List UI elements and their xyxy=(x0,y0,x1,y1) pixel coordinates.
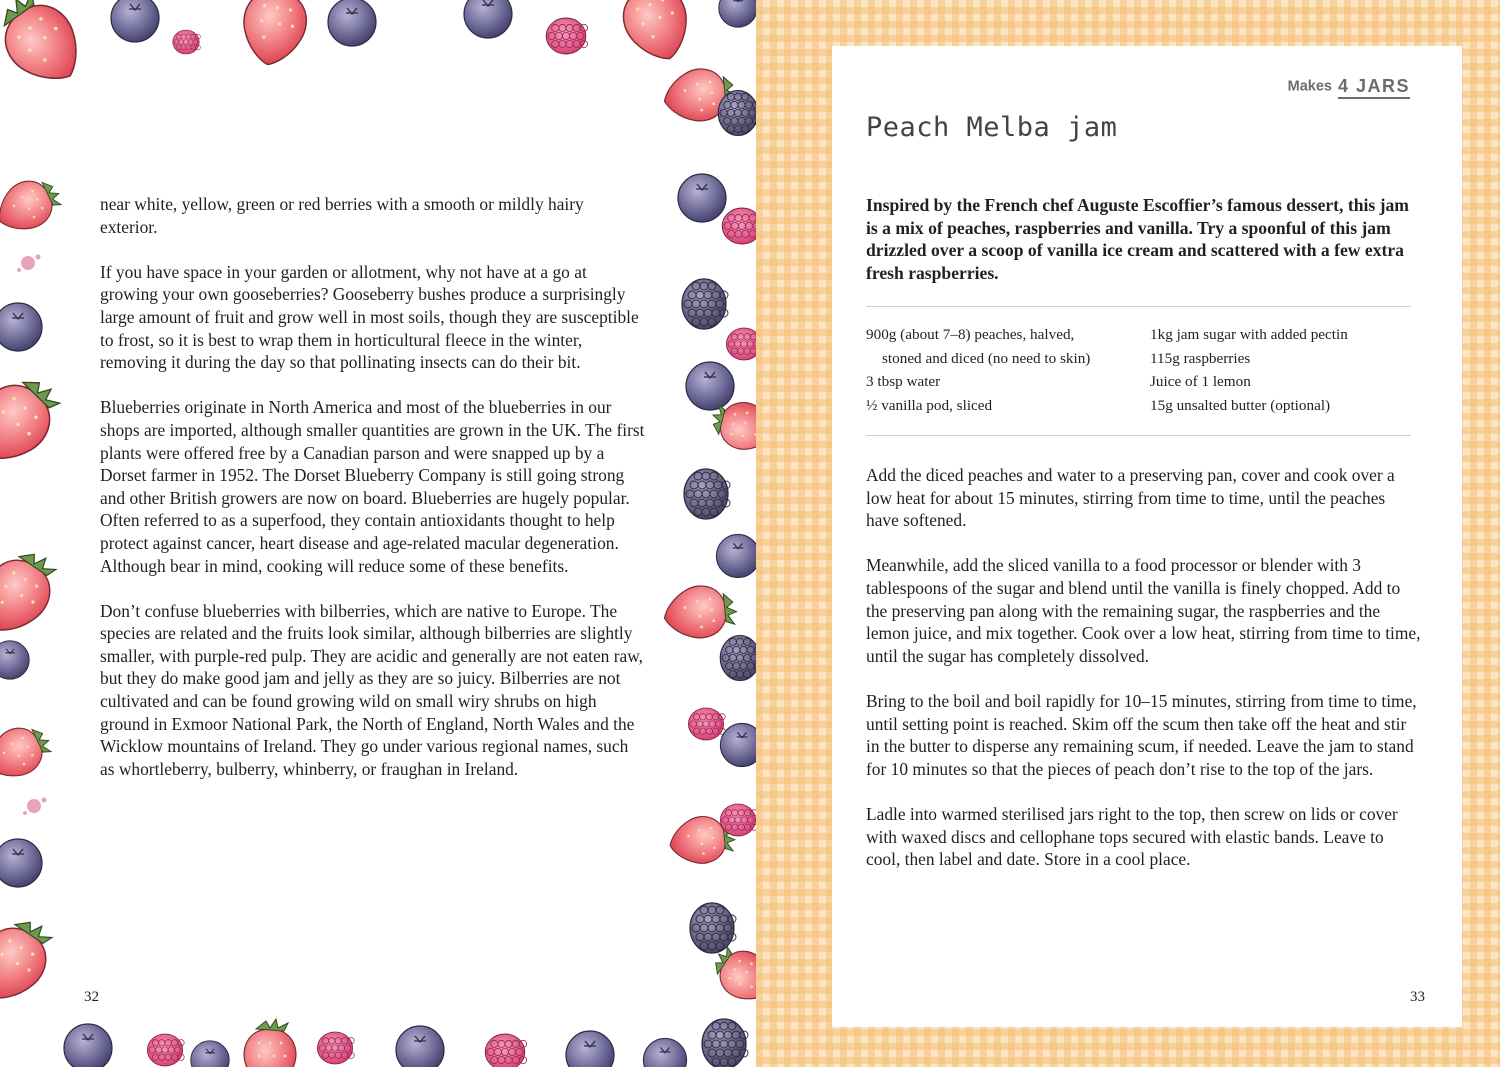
page-number-left: 32 xyxy=(84,989,99,1005)
method xyxy=(866,464,1421,893)
blackberry-illustration xyxy=(720,636,756,681)
body-paragraph-4: Don’t confuse blueberries with bilberries, which are native to Europe. The species are related and the fruits look similar, although bilberries are slightly smaller, with purple-red pulp. They are acidic and generally are not eaten raw, but they do make good jam and jelly as they are so juicy. Bilberries are not cultivated and can be found growing wild on small wiry shrubs on high ground in Exmoor National Park, the North of England, North Wales and the Wicklow mountains of Ireland. They go under various regional names, such as whortleberry, bulberry, whinberry, or fraughan in Ireland. xyxy=(100,600,644,779)
body-paragraph-3: Blueberries originate in North America and most of the blueberries in our shops are imported, although smaller quantities are grown in the UK. The first plants were offered free by a Canadian parson and were snapped up by a Dorset farmer in 1952. The Dorset Blueberry Company is still going strong and other British growers are now on board. Blueberries are hugely popular. Often referred to as a superfood, they contain antioxidants thought to help protect against cancer, heart disease and age-related macular degeneration. Although bear in mind, cooking will reduce some of these benefits. xyxy=(100,397,645,576)
right-page-gingham xyxy=(756,0,1500,1067)
ingredient-item: 15g unsalted butter (optional) xyxy=(1150,396,1331,414)
divider-bottom xyxy=(866,435,1411,436)
yield xyxy=(1288,76,1410,97)
blackberry-illustration xyxy=(684,469,730,519)
blackberry-illustration xyxy=(690,903,736,953)
recipe-title: Peach Melba jam xyxy=(866,112,1118,143)
blackberry-illustration xyxy=(718,91,756,136)
ingredient-item: stoned and diced (no need to skin) xyxy=(882,349,1091,367)
method-step-4: Ladle into warmed sterilised jars right to the top, then screw on lids or cover with waxed discs and cellophane tops secured with elastic bands. Leave to cool, then label and date. Store in a cool place. xyxy=(866,803,1398,870)
ingredient-item: 3 tbsp water xyxy=(866,373,941,390)
raspberry-illustration xyxy=(720,804,756,836)
left-text-area xyxy=(0,0,686,1067)
blueberry-illustration xyxy=(720,723,756,766)
method-step-3: Bring to the boil and boil rapidly for 10–15 minutes, stirring from time to time, until setting point is reached. Skim off the scum then take off the heat and stir in the butter to disperse any remaining scum, if needed. Leave the jam to stand for 10 minutes so that the pieces of peach don’t rise to the top of the jars. xyxy=(866,690,1417,779)
page-number-right: 33 xyxy=(1410,989,1425,1005)
raspberry-illustration xyxy=(688,708,725,740)
blueberry-illustration xyxy=(686,362,734,410)
blueberry-illustration xyxy=(716,534,756,577)
body-text xyxy=(100,193,645,803)
yield-label: Makes xyxy=(1287,78,1332,95)
method-step-1: Add the diced peaches and water to a preserving pan, cover and cook over a low heat for about 15 minutes, stirring from time to time, until the peaches have softened. xyxy=(866,465,1395,531)
blueberry-illustration xyxy=(719,0,756,27)
raspberry-illustration xyxy=(722,208,756,244)
blackberry-illustration xyxy=(702,1019,748,1067)
recipe-intro: Inspired by the French chef Auguste Escoffier’s famous dessert, this jam is a mix of peaches, raspberries and vanilla. Try a spoonful of this jam drizzled over a scoop of vanilla ice cream and scattered with a few extra fresh raspberries. xyxy=(866,195,1409,283)
recipe-card xyxy=(832,46,1462,1027)
ingredient-item: 115g raspberries xyxy=(1150,349,1251,367)
ingredients-column-2 xyxy=(1150,323,1410,417)
method-step-2: Meanwhile, add the sliced vanilla to a food processor or blender with 3 tablespoons of the sugar and blend until the vanilla is finely chopped. Add to the preserving pan along with the remaining sugar, the raspberries and the lemon juice, and mix together. Cook over a low heat, stirring from time to time, until the sugar has completely dissolved. xyxy=(866,555,1421,666)
ingredient-item: 1kg jam sugar with added pectin xyxy=(1150,326,1348,343)
ingredients-column-1 xyxy=(866,323,1146,417)
ingredient-item: 900g (about 7–8) peaches, halved, xyxy=(866,326,1075,343)
ingredient-item: ½ vanilla pod, sliced xyxy=(866,396,993,414)
yield-quantity: 4 JARS xyxy=(1338,76,1410,99)
divider-top xyxy=(866,306,1411,307)
body-paragraph-1: near white, yellow, green or red berries with a smooth or mildly hairy exterior. xyxy=(100,194,584,237)
raspberry-illustration xyxy=(726,328,756,360)
blackberry-illustration xyxy=(682,279,728,329)
body-paragraph-2: If you have space in your garden or allotment, why not have at a go at growing your own gooseberries? Gooseberry bushes produce a surprisingly large amount of fruit and grow well in most soils, though they are susceptible to frost, so it is best to wrap them in horticultural fleece in the winter, removing it during the day so that pollinating insects can do their bit. xyxy=(100,261,639,373)
ingredient-item: Juice of 1 lemon xyxy=(1150,373,1251,390)
